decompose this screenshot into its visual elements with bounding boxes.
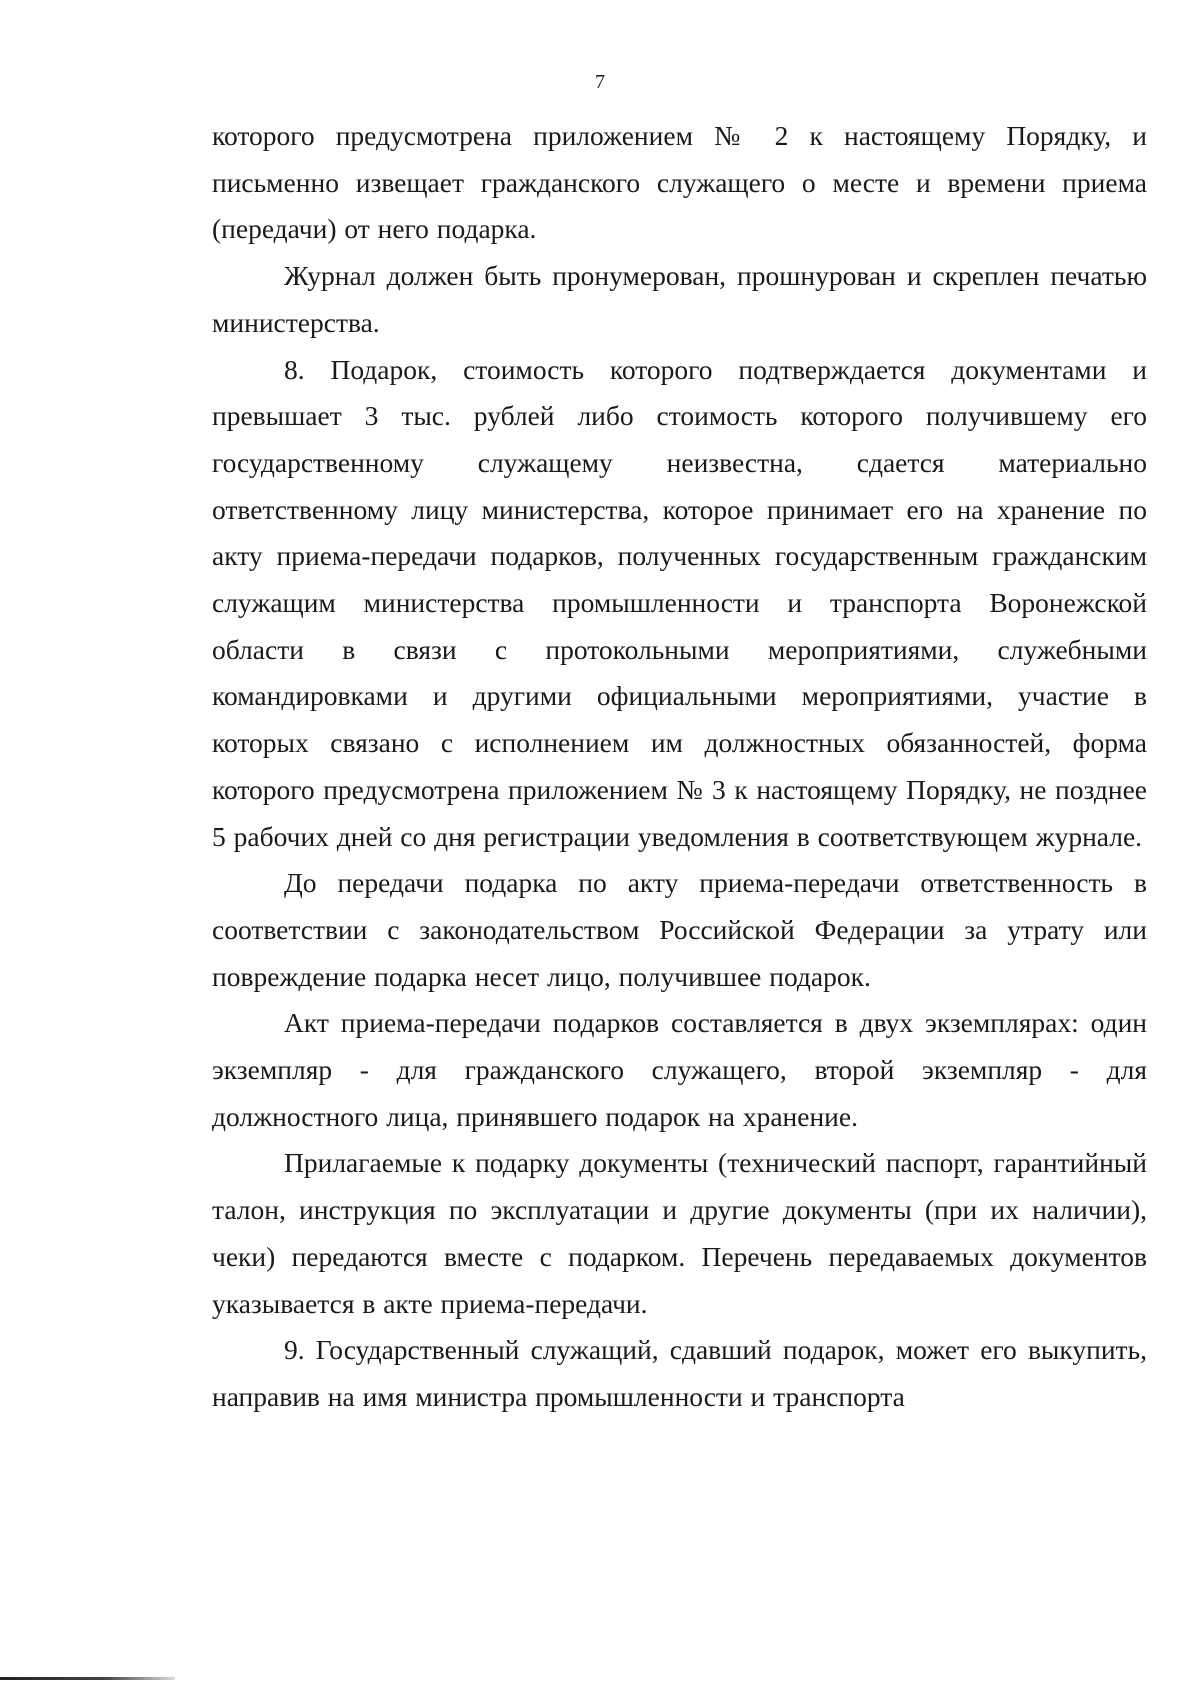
paragraph-item-8: 8. Подарок, стоимость которого подтверждается документами и превышает 3 тыс. рублей либо стоимость которого получившему его государственному служащему неизвестна, сдается материально ответственному лицу министерства, которое принимает его на хранение по акту приема-передачи подарков, полученных государственным гражданским служащим министерства промышленности и транспорта Воронежской области в связи с протокольными мероприятиями, служебными командировками и другими официальными мероприятиями, участие в которых связано с исполнением им должностных обязанностей, форма которого предусмотрена приложением № 3 к настоящему Порядку, не позднее 5 рабочих дней со дня регистрации уведомления в соответствующем журнале. <box>212 353 1147 852</box>
paragraph-journal: Журнал должен быть пронумерован, прошнурован и скреплен печатью министерства. <box>212 260 1147 338</box>
paragraph-responsibility: До передачи подарка по акту приема-передачи ответственность в соответствии с законодательством Российской Федерации за утрату или повреждение подарка несет лицо, получившее подарок. <box>212 867 1147 992</box>
paragraph-attached-documents: Прилагаемые к подарку документы (технический паспорт, гарантийный талон, инструкция по эксплуатации и другие документы (при их наличии), чеки) передаются вместе с подарком. Перечень передаваемых документов указывается в акте приема-передачи. <box>212 1147 1147 1319</box>
paragraph-act-copies: Акт приема-передачи подарков составляется в двух экземплярах: один экземпляр - для гражданского служащего, второй экземпляр - для должностного лица, принявшего подарок на хранение. <box>212 1007 1147 1132</box>
scan-edge-mark <box>0 1677 175 1680</box>
page-number: 7 <box>595 71 605 93</box>
paragraph-continuation: которого предусмотрена приложением № 2 к настоящему Порядку, и письменно извещает гражданского служащего о месте и времени приема (передачи) от него подарка. <box>212 120 1147 245</box>
paragraph-item-9: 9. Государственный служащий, сдавший подарок, может его выкупить, направив на имя министра промышленности и транспорта <box>212 1334 1147 1412</box>
document-body <box>212 113 1147 1421</box>
